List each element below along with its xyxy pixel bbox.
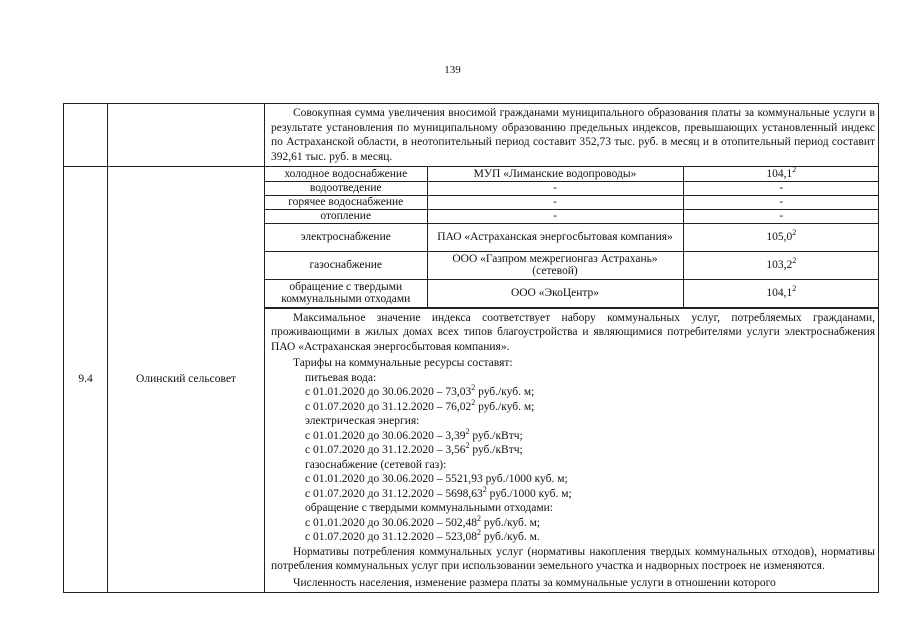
tariffs-intro: Тарифы на коммунальные ресурсы составят: bbox=[293, 357, 513, 369]
footnote-ref: 2 bbox=[792, 255, 797, 265]
index-value: 104,1 bbox=[766, 286, 793, 299]
details-cell bbox=[265, 308, 879, 592]
row-number: 9.4 bbox=[64, 167, 108, 593]
summary-cell bbox=[265, 104, 879, 167]
tariff-text: с 01.07.2020 до 31.12.2020 – 76,02 bbox=[305, 400, 472, 413]
service-provider: - bbox=[427, 181, 683, 195]
tariff-text: с 01.07.2020 до 31.12.2020 – 523,08 bbox=[305, 531, 477, 543]
footnote-ref: 2 bbox=[792, 227, 797, 237]
tariff-unit: руб./1000 куб. м; bbox=[486, 487, 572, 500]
tariff-line bbox=[265, 397, 878, 415]
service-row bbox=[265, 195, 879, 209]
footnote-ref: 2 bbox=[476, 513, 481, 523]
service-provider: ООО «ЭкоЦентр» bbox=[427, 279, 683, 307]
index-value: 104,1 bbox=[766, 167, 793, 180]
service-provider: ПАО «Астраханская энергосбытовая компания» bbox=[427, 223, 683, 251]
tariff-list bbox=[265, 371, 878, 545]
empty-name-cell bbox=[108, 104, 265, 167]
tariff-unit: руб./куб. м; bbox=[480, 516, 541, 529]
max-index-paragraph: Максимальное значение индекса соответствует набору коммунальных услуг, потребляемых гражданами, проживающими в жилых домах всех типов благоустройства и являющимися потребителями услуги электроснабжения ПАО «Астраханская энергосбытовая компания». bbox=[271, 311, 875, 353]
tariff-line bbox=[265, 484, 878, 502]
service-index bbox=[683, 195, 879, 209]
tariff-text: с 01.07.2020 до 31.12.2020 – 5698,63 bbox=[305, 487, 483, 500]
service-row bbox=[265, 251, 879, 279]
footnote-ref: 2 bbox=[476, 528, 481, 538]
service-index bbox=[683, 209, 879, 223]
empty-number-cell bbox=[64, 104, 108, 167]
footnote-ref: 2 bbox=[471, 383, 476, 393]
service-name: отопление bbox=[265, 209, 427, 223]
service-name: горячее водоснабжение bbox=[265, 195, 427, 209]
service-name: электроснабжение bbox=[265, 223, 427, 251]
tariff-unit: руб./куб. м. bbox=[480, 531, 540, 543]
norms-paragraph: Нормативы потребления коммунальных услуг (нормативы накопления твердых коммунальных отходов), нормативы потребления коммунальных услуг при использовании земельного участка и надворных построек не изменяются. bbox=[271, 545, 875, 572]
tariff-unit: руб./куб. м; bbox=[475, 400, 535, 413]
tariff-group-title: питьевая вода: bbox=[305, 371, 377, 384]
tariff-line bbox=[265, 385, 878, 400]
service-name: водоотведение bbox=[265, 181, 427, 195]
service-provider: - bbox=[427, 209, 683, 223]
index-value: - bbox=[779, 181, 784, 194]
summary-paragraph: Совокупная сумма увеличения вносимой гражданами муниципального образования платы за коммунальные услуги в результате установления по муниципальному образованию предельных индексов, превышающих установленный индекс по Астраханской области, в неотопительный период составит 352,73 тыс. руб. в месяц и в отопительный период составит 392,61 тыс. руб. в месяц. bbox=[271, 107, 875, 163]
tariff-group-title: электрическая энергия: bbox=[305, 415, 420, 427]
service-index bbox=[683, 223, 879, 251]
service-index bbox=[683, 164, 879, 181]
tariff-text: с 01.01.2020 до 30.06.2020 – 5521,93 руб./1000 куб. м; bbox=[305, 473, 568, 485]
tariff-line bbox=[265, 530, 878, 545]
footnote-ref: 2 bbox=[792, 283, 797, 293]
tariff-text: с 01.01.2020 до 30.06.2020 – 73,03 bbox=[305, 386, 472, 398]
page-number: 139 bbox=[444, 64, 461, 76]
tariff-unit: руб./куб. м; bbox=[475, 386, 535, 398]
index-value: 103,2 bbox=[766, 258, 793, 271]
table-row bbox=[64, 167, 879, 309]
service-provider: - bbox=[427, 195, 683, 209]
services-table bbox=[265, 164, 879, 308]
tariff-line bbox=[265, 426, 878, 444]
service-row bbox=[265, 223, 879, 251]
footnote-ref: 2 bbox=[471, 397, 476, 407]
footnote-ref: 2 bbox=[792, 164, 797, 174]
index-value: - bbox=[779, 195, 784, 208]
tariff-line bbox=[265, 443, 878, 458]
tariff-group-title: обращение с твердыми коммунальными отходами: bbox=[305, 502, 553, 514]
service-name: холодное водоснабжение bbox=[265, 167, 427, 181]
index-value: 105,0 bbox=[766, 230, 793, 243]
tariff-unit: руб./кВтч; bbox=[469, 444, 523, 456]
tariff-line bbox=[265, 513, 878, 531]
service-row bbox=[265, 279, 879, 307]
services-cell bbox=[265, 164, 879, 309]
tariff-text: с 01.01.2020 до 30.06.2020 – 502,48 bbox=[305, 516, 477, 529]
service-provider: МУП «Лиманские водопроводы» bbox=[427, 167, 683, 181]
municipality-name: Олинский сельсовет bbox=[108, 167, 265, 593]
population-paragraph: Численность населения, изменение размера платы за коммунальные услуги в отношении которого bbox=[293, 576, 776, 589]
service-row bbox=[265, 209, 879, 223]
service-row bbox=[265, 181, 879, 195]
service-name: газоснабжение bbox=[265, 251, 427, 279]
footnote-ref: 2 bbox=[465, 441, 470, 451]
service-row bbox=[265, 167, 879, 181]
index-table bbox=[63, 103, 879, 593]
tariff-group-title: газоснабжение (сетевой газ): bbox=[305, 458, 447, 471]
service-provider: ООО «Газпром межрегионгаз Астрахань» (сетевой) bbox=[427, 251, 683, 279]
service-name: обращение с твердыми коммунальными отходами bbox=[265, 279, 427, 307]
service-index bbox=[683, 279, 879, 307]
table-row bbox=[64, 104, 879, 167]
index-value: - bbox=[779, 209, 784, 222]
tariff-text: с 01.07.2020 до 31.12.2020 – 3,56 bbox=[305, 444, 466, 456]
tariff-line bbox=[265, 472, 878, 487]
footnote-ref: 2 bbox=[465, 426, 470, 436]
service-index bbox=[683, 181, 879, 195]
tariff-unit: руб./кВтч; bbox=[469, 429, 523, 442]
service-index bbox=[683, 251, 879, 279]
footnote-ref: 2 bbox=[482, 484, 487, 494]
tariff-text: с 01.01.2020 до 30.06.2020 – 3,39 bbox=[305, 429, 466, 442]
